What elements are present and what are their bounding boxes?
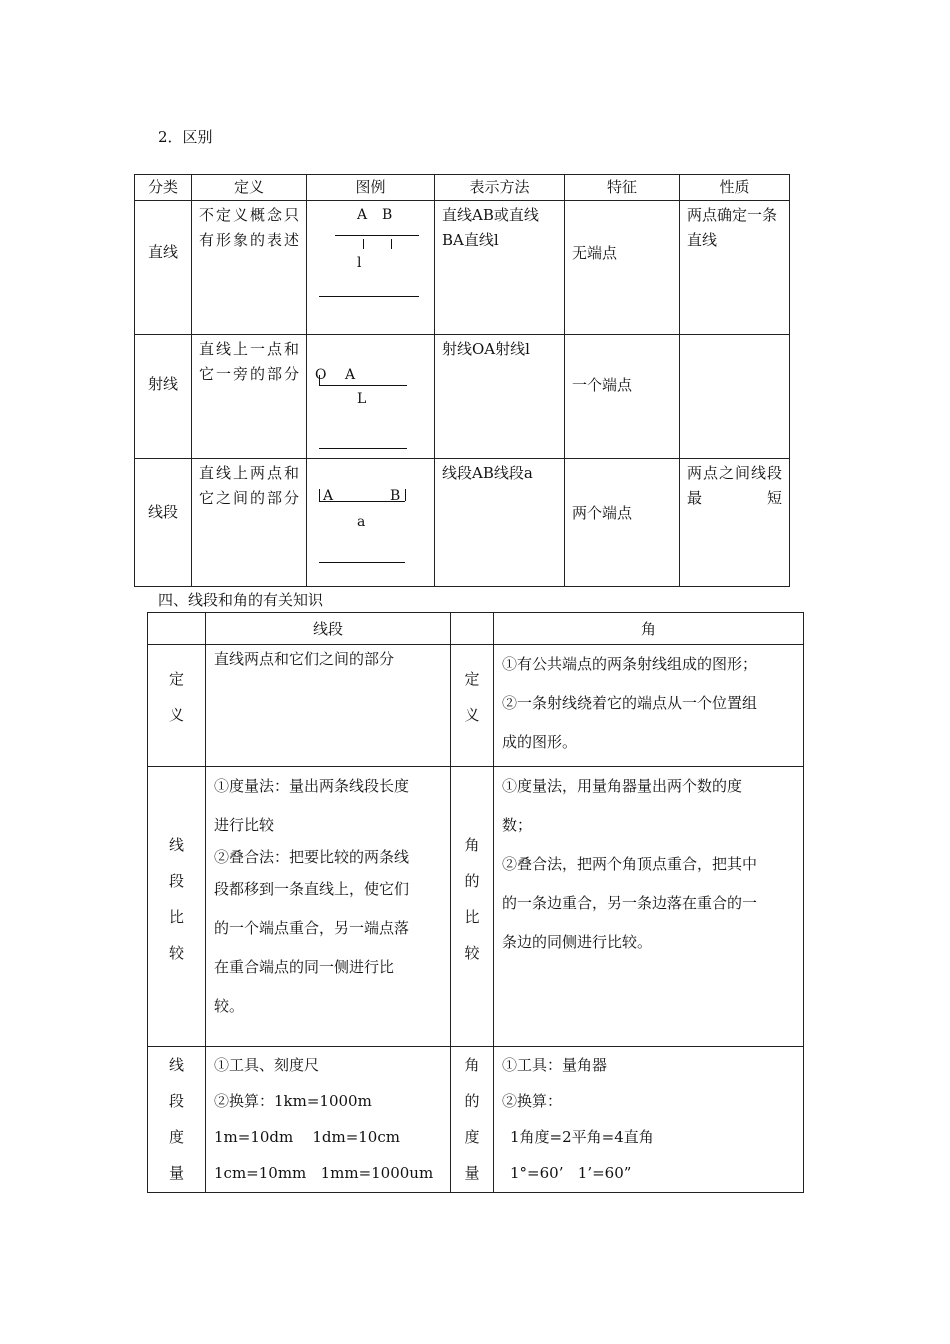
table-row: [135, 459, 790, 587]
text-line: ②一条射线绕着它的端点从一个位置组: [502, 694, 758, 712]
point-tick: [363, 239, 364, 249]
table-row: [135, 201, 790, 335]
segment-content: [206, 1047, 451, 1193]
point-tick: [319, 375, 320, 385]
row-label: [148, 1047, 206, 1193]
point-tick: [391, 239, 392, 249]
header-segment: 线段: [206, 613, 451, 645]
text-line: 1角度=2平角=4直角: [510, 1128, 654, 1146]
row-label-text: 定 义: [168, 670, 184, 724]
row-label-text: 线 段 度 量: [168, 1056, 184, 1182]
line-stroke: [335, 235, 419, 236]
feature-cell: 无端点: [565, 201, 680, 335]
figure-label: B: [390, 488, 401, 504]
text-line: 进行比较: [214, 816, 275, 834]
endpoint-tick: [405, 489, 406, 501]
figure-label: A: [323, 488, 334, 504]
figure-label: l: [357, 255, 362, 271]
notation-cell: 直线AB或直线BA直线l: [435, 201, 565, 335]
header-cell: 特征: [565, 175, 680, 201]
table-row: [148, 645, 804, 767]
text-line: ②换算：1km=1000m: [214, 1092, 372, 1110]
text-line: ①有公共端点的两条射线组成的图形；: [502, 655, 758, 673]
figure-label: a: [357, 514, 366, 530]
row-label-text: 定 义: [464, 670, 480, 724]
figure-label: B: [382, 207, 393, 223]
compare-header-row: [135, 175, 790, 201]
text-line: ②叠合法，把两个角顶点重合，把其中: [502, 855, 758, 873]
row-label: [451, 1047, 494, 1193]
text-line: 1°=60’ 1’=60”: [510, 1164, 632, 1182]
category-cell: 射线: [135, 335, 192, 459]
text-line: ①工具、刻度尺: [214, 1056, 320, 1074]
text-line: 直线两点和它们之间的部分: [214, 650, 395, 668]
segment-content: [206, 767, 451, 1047]
row-label: [148, 767, 206, 1047]
knowledge-table: [147, 612, 804, 1193]
category-cell: 直线: [135, 201, 192, 335]
feature-cell: 两个端点: [565, 459, 680, 587]
text-line: 条边的同侧进行比较。: [502, 933, 653, 951]
segment-stroke: [319, 501, 405, 502]
header-angle: 角: [494, 613, 804, 645]
header-cell: 定义: [192, 175, 307, 201]
row-label: [451, 767, 494, 1047]
category-cell: 线段: [135, 459, 192, 587]
figure-label: A: [345, 367, 356, 383]
table-row: [148, 1047, 804, 1193]
angle-content: [494, 767, 804, 1047]
header-cell: 性质: [680, 175, 790, 201]
figure-label: L: [357, 391, 367, 407]
text-line: 较。: [214, 997, 245, 1015]
text-line: 成的图形。: [502, 733, 578, 751]
row-label: [148, 645, 206, 767]
ray-stroke: [319, 385, 407, 386]
figure-label: A: [357, 207, 368, 223]
line-stroke: [319, 562, 405, 563]
definition-cell: 直线上两点和它之间的部分: [192, 459, 307, 587]
row-label-text: 角 的 度 量: [464, 1056, 480, 1182]
text-line: 在重合端点的同一侧进行比: [214, 958, 395, 976]
line-stroke: [319, 296, 419, 297]
segment-content: [206, 645, 451, 767]
property-cell: [680, 335, 790, 459]
empty-header-cell: [148, 613, 206, 645]
text-line: ②叠合法：把要比较的两条线: [214, 848, 410, 866]
row-label-text: 线 段 比 较: [168, 836, 184, 962]
compare-table: [134, 174, 790, 587]
knowledge-header-row: [148, 613, 804, 645]
header-cell: 分类: [135, 175, 192, 201]
property-cell: 两点之间线段最短: [680, 459, 790, 587]
row-label: [451, 645, 494, 767]
text-line: ①度量法：量出两条线段长度: [214, 777, 410, 795]
text-line: ①工具：量角器: [502, 1056, 608, 1074]
text-line: ①度量法，用量角器量出两个数的度: [502, 777, 743, 795]
angle-content: [494, 1047, 804, 1193]
empty-header-cell: [451, 613, 494, 645]
endpoint-tick: [319, 489, 320, 501]
header-cell: 图例: [307, 175, 435, 201]
figure-cell: [307, 459, 435, 587]
figure-label: O: [315, 367, 327, 383]
table-row: [148, 767, 804, 1047]
section-heading: 2．区别: [158, 128, 213, 146]
row-label-text: 角 的 比 较: [464, 836, 480, 962]
figure-cell: [307, 335, 435, 459]
definition-cell: 不定义概念只有形象的表述: [192, 201, 307, 335]
line-stroke: [319, 448, 407, 449]
figure-cell: [307, 201, 435, 335]
text-line: 数；: [502, 816, 533, 834]
notation-cell: 射线OA射线l: [435, 335, 565, 459]
text-line: 段都移到一条直线上，使它们: [214, 880, 410, 898]
notation-cell: 线段AB线段a: [435, 459, 565, 587]
text-line: 1m=10dm 1dm=10cm: [214, 1128, 400, 1146]
definition-cell: 直线上一点和它一旁的部分: [192, 335, 307, 459]
section4-heading: 四、线段和角的有关知识: [158, 591, 324, 609]
angle-content: [494, 645, 804, 767]
text-line: 的一条边重合，另一条边落在重合的一: [502, 894, 758, 912]
header-cell: 表示方法: [435, 175, 565, 201]
table-row: [135, 335, 790, 459]
text-line: 1cm=10mm 1mm=1000um: [214, 1164, 434, 1182]
text-line: 的一个端点重合，另一端点落: [214, 919, 410, 937]
text-line: ②换算：: [502, 1092, 563, 1110]
property-cell: 两点确定一条直线: [680, 201, 790, 335]
feature-cell: 一个端点: [565, 335, 680, 459]
